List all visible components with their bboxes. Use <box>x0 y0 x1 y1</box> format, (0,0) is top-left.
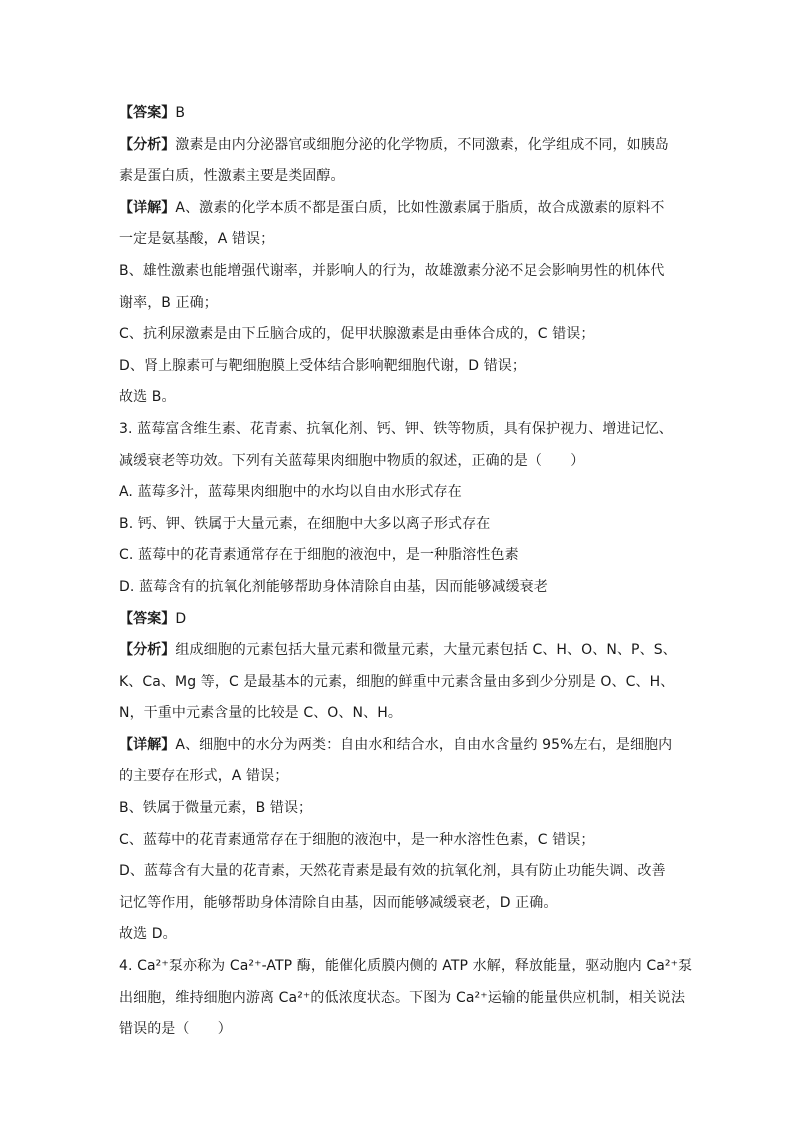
analysis-line-2: 素是蛋白质，性激素主要是类固醇。 <box>119 168 345 185</box>
answer-tag: 【答案】 <box>119 610 176 627</box>
detail-line-1 <box>119 193 679 225</box>
answer-text: B <box>175 105 186 121</box>
option-c: C. 蓝莓中的花青素通常存在于细胞的液泡中，是一种脂溶性色素 <box>119 547 519 564</box>
question-3-line-1: 3. 蓝莓富含维生素、花青素、抗氧化剂、钙、钾、铁等物质，具有保护视力、增进记忆、 <box>119 420 673 437</box>
conclusion-line: 故选 B。 <box>119 389 176 406</box>
detail-line-9: B、铁属于微量元素，B 错误； <box>119 800 313 817</box>
document-page <box>119 98 693 1046</box>
detail-tag: 【详解】 <box>119 199 176 216</box>
analysis-line-1 <box>119 130 679 162</box>
analysis-text: 激素是由内分泌器官或细胞分泌的化学物质，不同激素，化学组成不同，如胰岛 <box>175 136 669 153</box>
option-a: A. 蓝莓多汁，蓝莓果肉细胞中的水均以自由水形式存在 <box>119 484 462 501</box>
question-4-line-3: 错误的是（ ） <box>119 1021 232 1038</box>
answer-line-2 <box>119 604 679 636</box>
analysis-line-5: N，干重中元素含量的比较是 C、O、N、H。 <box>119 705 402 722</box>
detail-line-2: 一定是氨基酸，A 错误； <box>119 231 275 248</box>
analysis-line-4: K、Ca、Mg 等，C 是最基本的元素，细胞的鲜重中元素含量由多到少分别是 O、C、H、 <box>119 673 675 690</box>
question-4-line-1: 4. Ca²⁺泵亦称为 Ca²⁺-ATP 酶，能催化质膜内侧的 ATP 水解，释放能量，驱动胞内 Ca²⁺泵 <box>119 958 693 975</box>
detail-line-7 <box>119 730 679 762</box>
detail-line-5: C、抗利尿激素是由下丘脑合成的，促甲状腺激素是由垂体合成的，C 错误； <box>119 326 595 343</box>
analysis-line-3 <box>119 635 679 667</box>
answer-line-1 <box>119 98 679 130</box>
detail-line-3: B、雄性激素也能增强代谢率，并影响人的行为，故雄激素分泌不足会影响男性的机体代 <box>119 262 665 279</box>
detail-line-8: 的主要存在形式，A 错误； <box>119 768 289 785</box>
option-b: B. 钙、钾、铁属于大量元素，在细胞中大多以离子形式存在 <box>119 515 491 532</box>
detail-line-10: C、蓝莓中的花青素通常存在于细胞的液泡中，是一种水溶性色素，C 错误； <box>119 831 595 848</box>
detail-line-11: D、蓝莓含有大量的花青素，天然花青素是最有效的抗氧化剂，具有防止功能失调、改善 <box>119 863 666 880</box>
conclusion-line: 故选 D。 <box>119 926 177 943</box>
analysis-tag: 【分析】 <box>119 642 176 659</box>
question-4-line-2: 出细胞，维持细胞内游离 Ca²⁺的低浓度状态。下图为 Ca²⁺运输的能量供应机制，相关说法 <box>119 989 686 1006</box>
question-3-line-2: 减缓衰老等功效。下列有关蓝莓果肉细胞中物质的叙述，正确的是（ ） <box>119 452 585 469</box>
detail-text: A、细胞中的水分为两类：自由水和结合水，自由水含量约 95%左右，是细胞内 <box>175 736 673 753</box>
answer-tag: 【答案】 <box>119 105 176 121</box>
option-d: D. 蓝莓含有的抗氧化剂能够帮助身体清除自由基，因而能够减缓衰老 <box>119 578 548 595</box>
detail-tag: 【详解】 <box>119 736 176 753</box>
detail-line-12: 记忆等作用，能够帮助身体清除自由基，因而能够减缓衰老，D 正确。 <box>119 894 558 911</box>
analysis-tag: 【分析】 <box>119 136 176 153</box>
analysis-text: 组成细胞的元素包括大量元素和微量元素，大量元素包括 C、H、O、N、P、S、 <box>175 642 677 659</box>
detail-text: A、激素的化学本质不都是蛋白质，比如性激素属于脂质，故合成激素的原料不 <box>175 199 665 216</box>
answer-text: D <box>175 610 187 627</box>
detail-line-4: 谢率，B 正确； <box>119 294 218 311</box>
detail-line-6: D、肾上腺素可与靶细胞膜上受体结合影响靶细胞代谢，D 错误； <box>119 357 527 374</box>
